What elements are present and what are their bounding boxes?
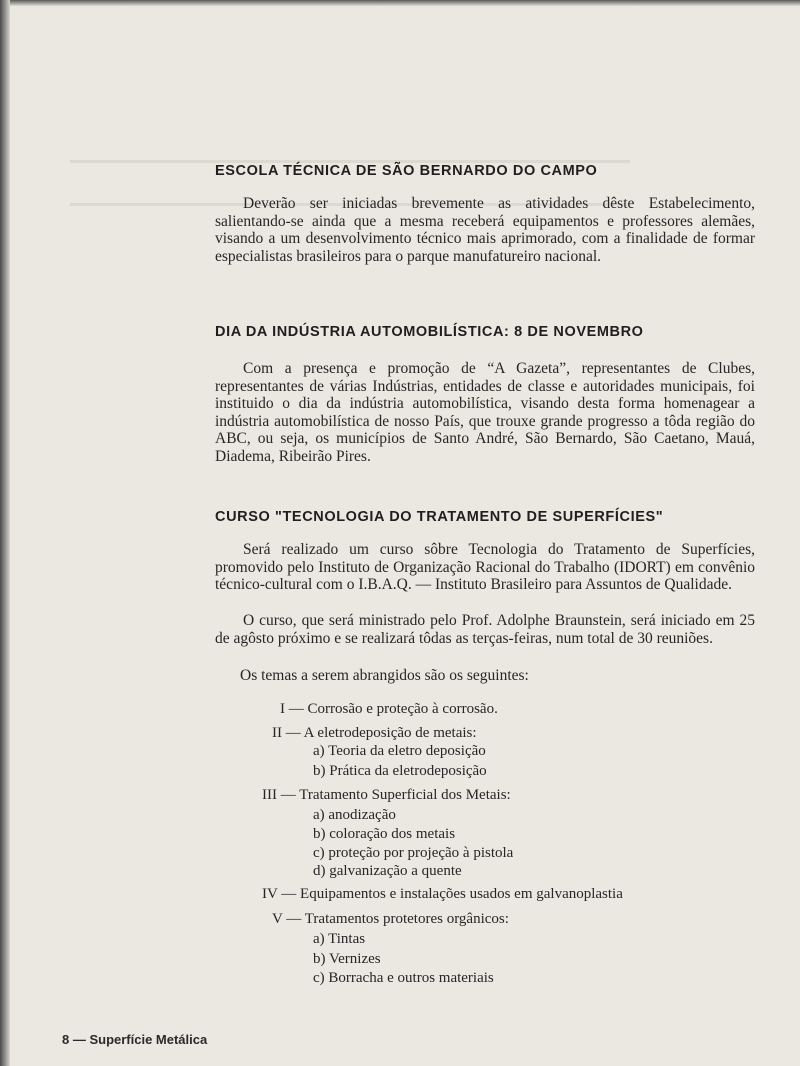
section-body-curso-1 (215, 541, 755, 594)
paragraph: Deverão ser iniciadas brevemente as atividades dêste Estabelecimento, salientando-se ainda que a mesma receberá equipamentos e professores alemães, visando a um desenvolvimento técnico mais aprimorado, com a finalidade de formar especialistas brasileiros para o parque manufatureiro nacional. (215, 195, 755, 265)
topic-ii-item-b: b) Prática da eletrodeposição (313, 763, 487, 779)
section-body-dia-industria (215, 360, 755, 465)
section-title-escola-tecnica: ESCOLA TÉCNICA DE SÃO BERNARDO DO CAMPO (215, 163, 598, 179)
paragraph: O curso, que será ministrado pelo Prof. Adolphe Braunstein, será iniciado em 25 de agôsto próximo e se realizará tôdas as terças-feiras, num total de 30 reuniões. (215, 612, 755, 647)
topic-iii: III — Tratamento Superficial dos Metais: (262, 787, 511, 803)
topic-iii-item-c: c) proteção por projeção à pistola (313, 845, 514, 861)
section-title-dia-industria: DIA DA INDÚSTRIA AUTOMOBILÍSTICA: 8 DE NOVEMBRO (215, 324, 644, 340)
topic-iii-item-a: a) anodização (313, 807, 396, 823)
topic-ii: II — A eletrodeposição de metais: (272, 725, 477, 741)
paragraph: Com a presença e promoção de “A Gazeta”, representantes de Clubes, representantes de várias Indústrias, entidades de classe e autoridades municipais, foi instituido o dia da indústria automobilística, visando desta forma homenagear a indústria automobilística de nosso País, que trouxe grande progresso a tôda região do ABC, ou seja, os municípios de Santo André, São Bernardo, São Caetano, Mauá, Diadema, Ribeirão Pires. (215, 360, 755, 465)
scan-edge-top (0, 0, 800, 6)
page-footer: 8 — Superfície Metálica (62, 1032, 208, 1047)
topic-v-item-b: b) Vernizes (313, 951, 381, 967)
topic-v-item-c: c) Borracha e outros materiais (313, 970, 494, 986)
section-body-escola-tecnica (215, 195, 755, 265)
topic-v-item-a: a) Tintas (313, 931, 366, 947)
topic-ii-item-a: a) Teoria da eletro deposição (313, 743, 486, 759)
topics-intro: Os temas a serem abrangidos são os seguintes: (240, 667, 529, 684)
scan-edge-left (0, 0, 10, 1066)
topic-iii-item-d: d) galvanização a quente (313, 863, 462, 879)
topic-i: I — Corrosão e proteção à corrosão. (280, 701, 498, 717)
section-body-curso-2 (215, 612, 755, 647)
section-title-curso: CURSO "TECNOLOGIA DO TRATAMENTO DE SUPERFÍCIES" (215, 509, 664, 525)
topic-v: V — Tratamentos protetores orgânicos: (272, 911, 509, 927)
topic-iv: IV — Equipamentos e instalações usados em galvanoplastia (262, 886, 623, 902)
paragraph: Será realizado um curso sôbre Tecnologia do Tratamento de Superfícies, promovido pelo Instituto de Organização Racional do Trabalho (IDORT) em convênio técnico-cultural com o I.B.A.Q. — Instituto Brasileiro para Assuntos de Qualidade. (215, 541, 755, 593)
topic-iii-item-b: b) coloração dos metais (313, 826, 456, 842)
